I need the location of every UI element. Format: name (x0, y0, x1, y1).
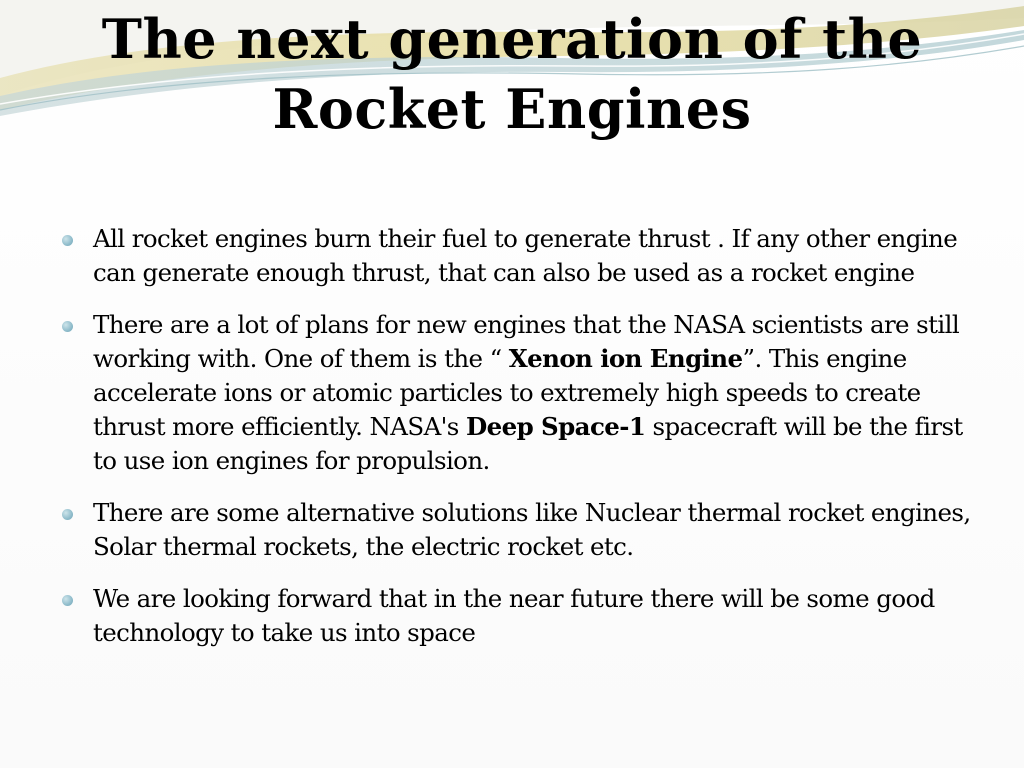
bullet-bold-deep-space-1: Deep Space-1 (465, 412, 646, 441)
slide-title-line-2: Rocket Engines (272, 77, 752, 141)
slide-title (40, 4, 984, 144)
bullet-item-2 (62, 308, 972, 478)
bullet-list (62, 222, 972, 668)
bullet-text-3: There are some alternative solutions like Nuclear thermal rocket engines, Solar thermal rockets, the electric rocket etc. (93, 498, 971, 561)
bullet-text-2b: ”. This engine accelerate ions or atomic particles to extremely high speeds to create thrust more efficiently. NASA's (93, 344, 921, 441)
bullet-item-3 (62, 496, 972, 564)
bullet-text-2c: spacecraft will be the first to use ion engines for propulsion. (93, 412, 963, 475)
bullet-text-2a: There are a lot of plans for new engines that the NASA scientists are still working with. One of them is the “ (93, 310, 960, 373)
bullet-icon (62, 595, 73, 606)
bullet-icon (62, 235, 73, 246)
slide-title-line-1: The next generation of the (101, 7, 923, 71)
bullet-bold-xenon-ion-engine: Xenon ion Engine (508, 344, 743, 373)
bullet-text-1: All rocket engines burn their fuel to generate thrust . If any other engine can generate enough thrust, that can also be used as a rocket engine (93, 224, 958, 287)
bullet-text-4: We are looking forward that in the near future there will be some good technology to take us into space (93, 584, 935, 647)
bullet-item-4 (62, 582, 972, 650)
bullet-icon (62, 509, 73, 520)
bullet-icon (62, 321, 73, 332)
bullet-item-1 (62, 222, 972, 290)
